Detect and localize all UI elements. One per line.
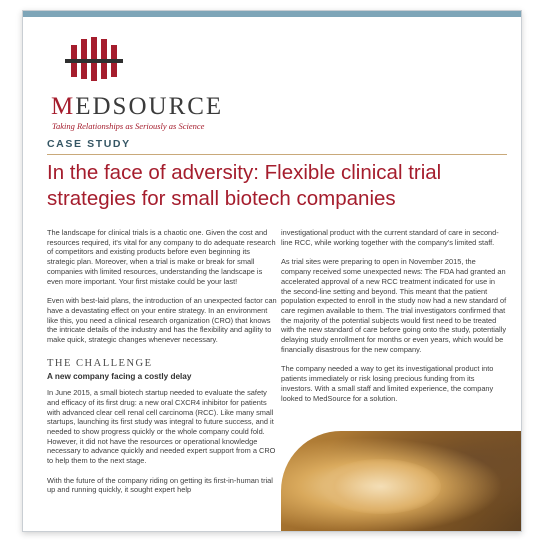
right-paragraph-2: As trial sites were preparing to open in November 2015, the company received some unexpected news: The FDA had granted an accelerated approval of a new RCC treatment indicated for use in the second-line setting and beyond. This meant that the patient population expected to enroll in the study now had a new standard of care regimen available to them. The trial investigators confirmed that the majority of the potential subjects would first need to be treated with the new standard of care before going onto the study, potentially delaying study enrollment for months or even years, which would be financially disastrous for the new company. — [281, 257, 507, 354]
challenge-subtitle: A new company facing a costly delay — [47, 372, 192, 382]
brand-name — [51, 93, 223, 121]
case-study-page — [22, 10, 522, 532]
patient-photo-image — [281, 431, 521, 531]
brand-tagline: Taking Relationships as Seriously as Science — [52, 121, 205, 131]
top-color-band — [23, 11, 521, 17]
right-paragraph-3: The company needed a way to get its investigational product into patients immediately or risk losing precious funding from its investors. With a small staff and limited experience, the company looked to MedSource for a solution. — [281, 364, 494, 403]
intro-paragraph-1: The landscape for clinical trials is a chaotic one. Given the cost and resources required, it's vital for any company to do adequate research of competitors and existing products before even beginning its strategic plan. Moreover, when a trial is make or break for small companies with limited resources, understanding the landscape is even more important. Your first mistake could be your last! — [47, 228, 276, 286]
case-study-label: CASE STUDY — [47, 138, 131, 150]
brand-initial: M — [51, 93, 76, 120]
intro-paragraph-2: Even with best-laid plans, the introduction of an unexpected factor can have a devastating effect on your entire strategy. In an environment like this, you need a clinical research organization (CRO) that knows the intricate details of the industry and has the flexibility and agility to make quick, strategic changes whenever necessary. — [47, 296, 277, 345]
hand-photo-detail — [321, 459, 441, 514]
right-column — [281, 228, 507, 413]
label-divider — [47, 154, 507, 155]
right-paragraph-1: investigational product with the current standard of care in second-line RCC, while working together with the company's limited staff. — [281, 228, 499, 247]
challenge-paragraph-1: In June 2015, a small biotech startup needed to evaluate the safety and efficacy of its first drug: a new oral CXCR4 inhibitor for patients with advanced clear cell renal cell carcinoma (RCC). Like many small startups, launching its first study was integral to future success, and it needed to show progress quickly or the whole company could fold. However, it did not have the resources or operational knowledge necessary to advance quickly and needed expert support from a CRO to help them to the next stage. — [47, 388, 276, 466]
section-title-challenge: THE CHALLENGE — [47, 357, 153, 369]
brand-rest: EDSOURCE — [75, 93, 224, 120]
challenge-paragraph-2: With the future of the company riding on getting its first-in-human trial up and running quickly, it sought expert help — [47, 475, 273, 495]
medsource-logo-mark-icon — [57, 37, 131, 81]
left-column — [47, 228, 279, 505]
page-title: In the face of adversity: Flexible clinical trial strategies for small biotech companies — [47, 161, 442, 210]
